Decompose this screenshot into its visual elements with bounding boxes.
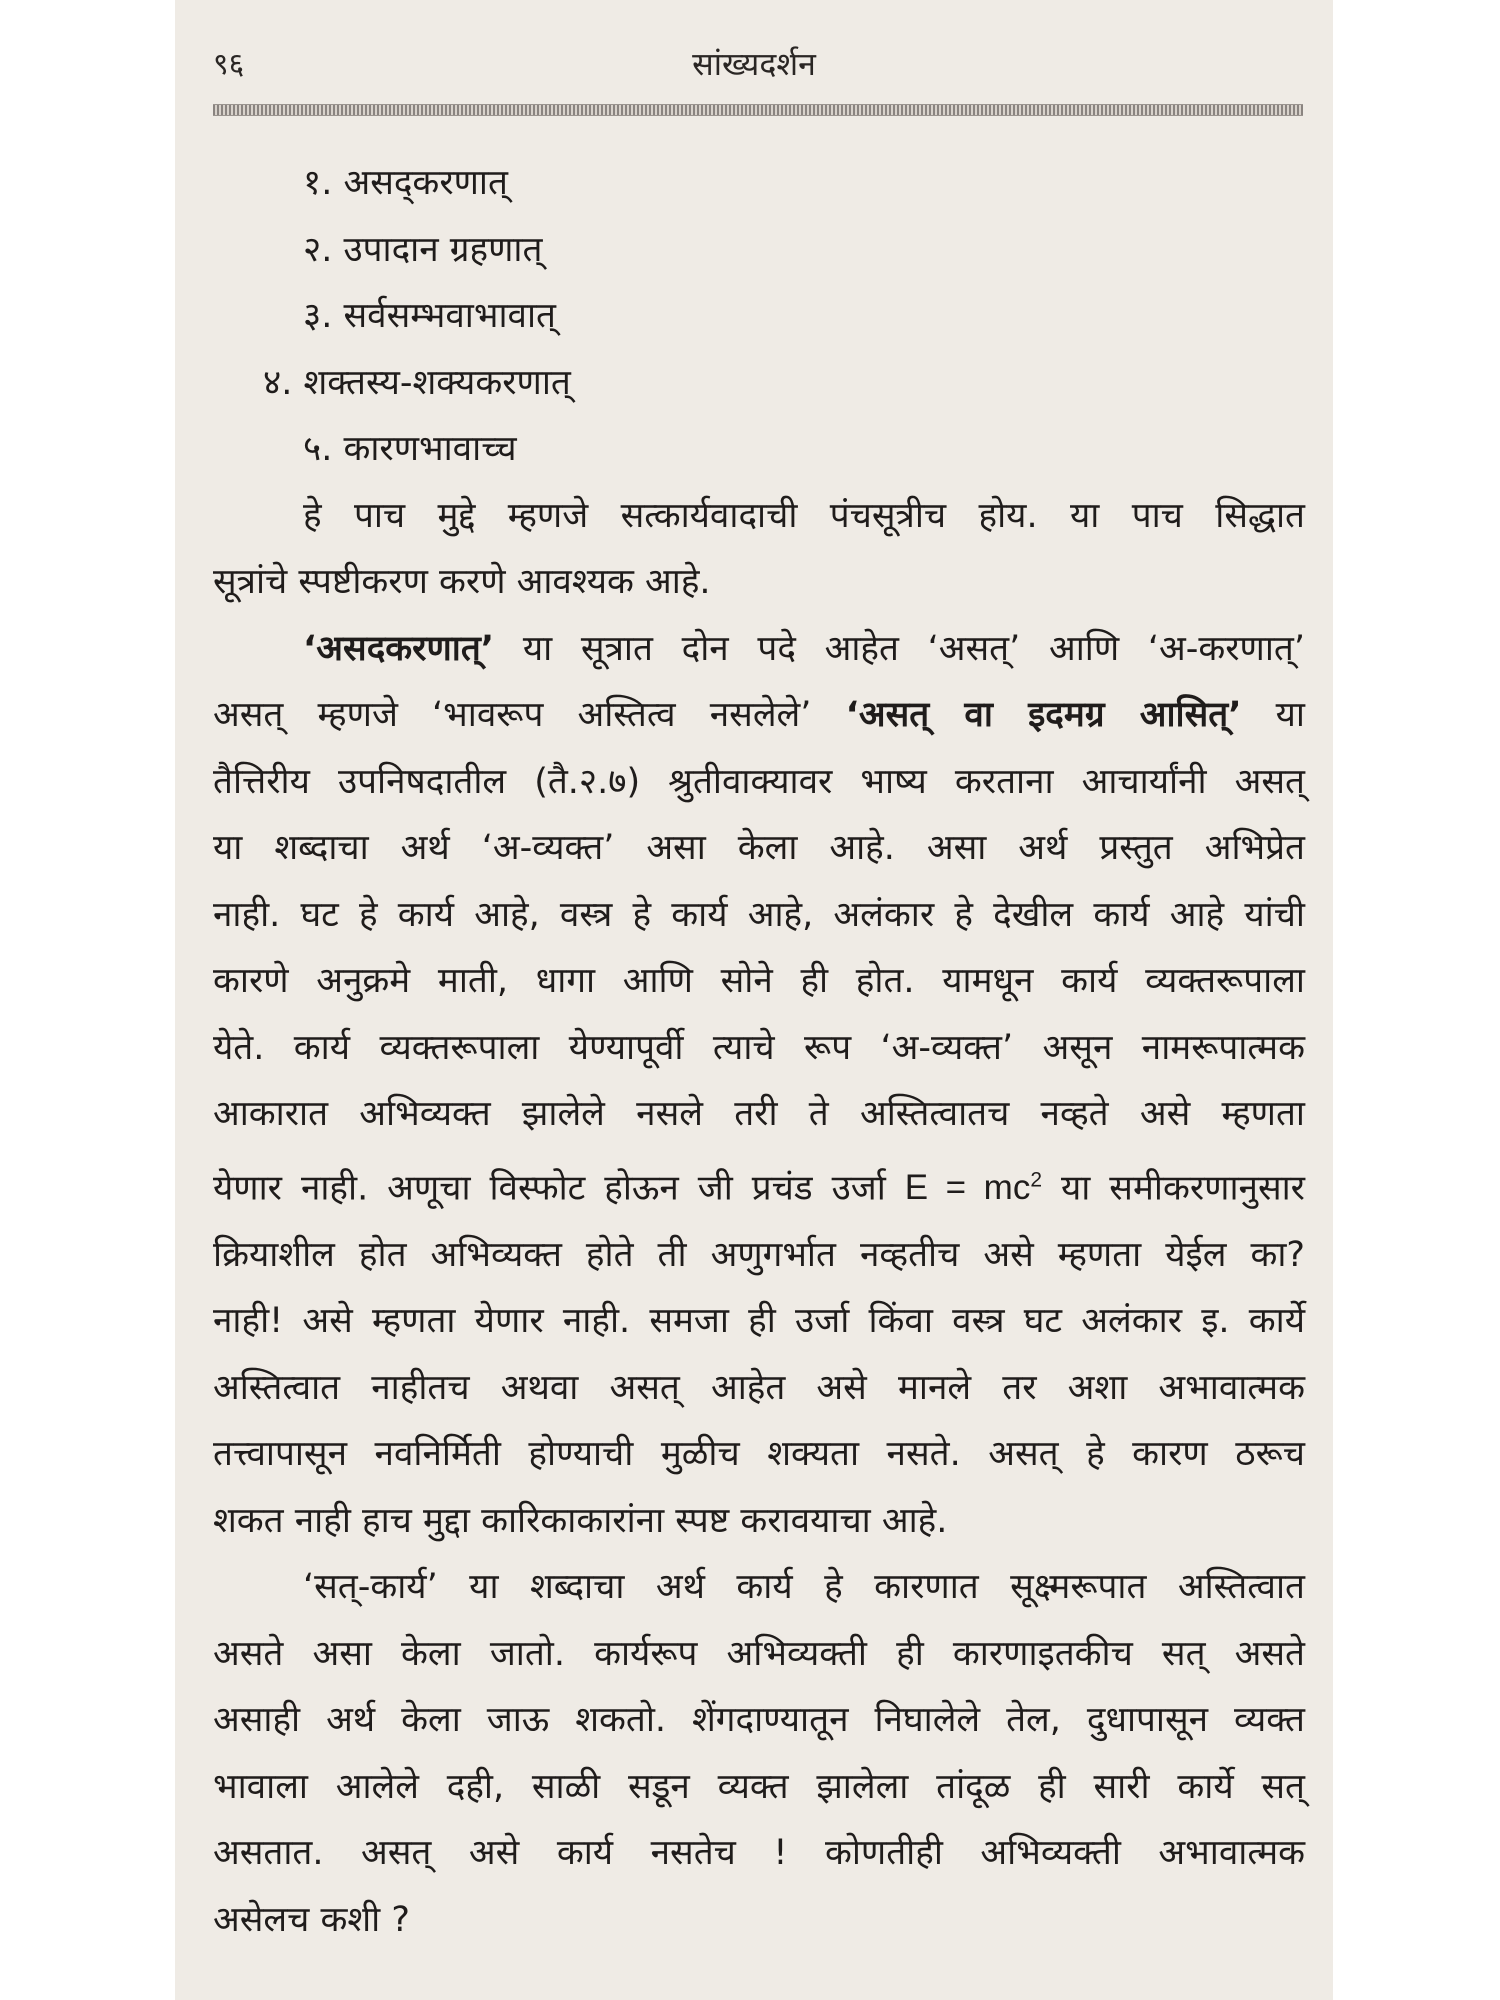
bold-term: ‘असदकरणात्’: [303, 628, 495, 669]
list-item: ३. सर्वसम्भवाभावात्: [303, 296, 557, 336]
text-run: येणार नाही. अणूचा विस्फोट होऊन जी प्रचंड उर्जा: [213, 1168, 905, 1209]
equation: [905, 1168, 1042, 1207]
paragraph-line: नाही. घट हे कार्य आहे, वस्त्र हे कार्य आहे, अलंकार हे देखील कार्य आहे यांची: [213, 894, 1305, 935]
list-item: ४. शक्तस्य-शक्यकरणात्: [263, 362, 571, 403]
text-run: या समीकरणानुसार: [1042, 1168, 1305, 1209]
paragraph-line: या शब्दाचा अर्थ ‘अ-व्यक्त’ असा केला आहे. असा अर्थ प्रस्तुत अभिप्रेत: [213, 828, 1305, 868]
paragraph-line: ‘सत्-कार्य’ या शब्दाचा अर्थ कार्य हे कारणात सूक्ष्मरूपात अस्तित्वात: [303, 1567, 1305, 1608]
book-page: [175, 0, 1333, 2000]
header-rule: [213, 104, 1303, 116]
equation-exponent: 2: [1030, 1168, 1043, 1192]
paragraph-line: नाही! असे म्हणता येणार नाही. समजा ही उर्जा किंवा वस्त्र घट अलंकार इ. कार्ये: [213, 1301, 1305, 1342]
paragraph-line: [213, 682, 1305, 749]
paragraph-line: आकारात अभिव्यक्त झालेले नसले तरी ते अस्तित्वातच नव्हते असे म्हणता: [213, 1094, 1305, 1134]
paragraph-line: असाही अर्थ केला जाऊ शकतो. शेंगदाण्यातून निघालेले तेल, दुधापासून व्यक्त: [213, 1700, 1305, 1741]
paragraph-line: शकत नाही हाच मुद्दा कारिकाकारांना स्पष्ट करावयाचा आहे.: [213, 1500, 948, 1541]
page-body: [213, 150, 1305, 1953]
equation-base: E = mc: [904, 1168, 1031, 1208]
page-number: ९६: [213, 47, 245, 82]
page-header: [175, 42, 1333, 92]
list-item: ५. कारणभावाच्च: [303, 429, 517, 469]
paragraph-line: [213, 616, 1305, 683]
paragraph-line: क्रियाशील होत अभिव्यक्त होते ती अणुगर्भात नव्हतीच असे म्हणता येईल का?: [213, 1234, 1305, 1275]
list-item: १. असद्करणात्: [303, 163, 508, 203]
paragraph-line: येते. कार्य व्यक्तरूपाला येण्यापूर्वी त्याचे रूप ‘अ-व्यक्त’ असून नामरूपात्मक: [213, 1027, 1305, 1068]
paragraph-line: भावाला आलेले दही, साळी सडून व्यक्त झालेला तांदूळ ही सारी कार्ये सत्: [213, 1766, 1305, 1807]
list-item: २. उपादान ग्रहणात्: [303, 229, 543, 270]
paragraph-line: हे पाच मुद्दे म्हणजे सत्कार्यवादाची पंचसूत्रीच होय. या पाच सिद्धात: [303, 495, 1305, 536]
text-run: असत् म्हणजे ‘भावरूप अस्तित्व नसलेले’: [213, 695, 812, 735]
bold-quote: ‘असत् वा इदमग्र आसित्’: [845, 695, 1242, 735]
paragraph-line: असतात. असत् असे कार्य नसतेच ! कोणतीही अभिव्यक्ती अभावात्मक: [213, 1833, 1305, 1874]
paragraph-line: [213, 1148, 1305, 1222]
paragraph-line: सूत्रांचे स्पष्टीकरण करणे आवश्यक आहे.: [213, 562, 711, 602]
running-title: सांख्यदर्शन: [692, 45, 816, 83]
text-run: या सूत्रात दोन पदे आहेत ‘असत्’ आणि ‘अ-करणात्’: [494, 628, 1305, 669]
paragraph-line: कारणे अनुक्रमे माती, धागा आणि सोने ही होत. यामधून कार्य व्यक्तरूपाला: [213, 961, 1305, 1001]
text-run: या: [1241, 695, 1305, 735]
paragraph-line: असते असा केला जातो. कार्यरूप अभिव्यक्ती ही कारणाइतकीच सत् असते: [213, 1633, 1305, 1674]
paragraph-line: असेलच कशी ?: [213, 1899, 410, 1940]
paragraph-line: अस्तित्वात नाहीतच अथवा असत् आहेत असे मानले तर अशा अभावात्मक: [213, 1367, 1305, 1408]
paragraph-line: तत्त्वापासून नवनिर्मिती होण्याची मुळीच शक्यता नसते. असत् हे कारण ठरूच: [213, 1434, 1305, 1475]
paragraph-line: तैत्तिरीय उपनिषदातील (तै.२.७) श्रुतीवाक्यावर भाष्य करताना आचार्यांनी असत्: [213, 761, 1305, 802]
